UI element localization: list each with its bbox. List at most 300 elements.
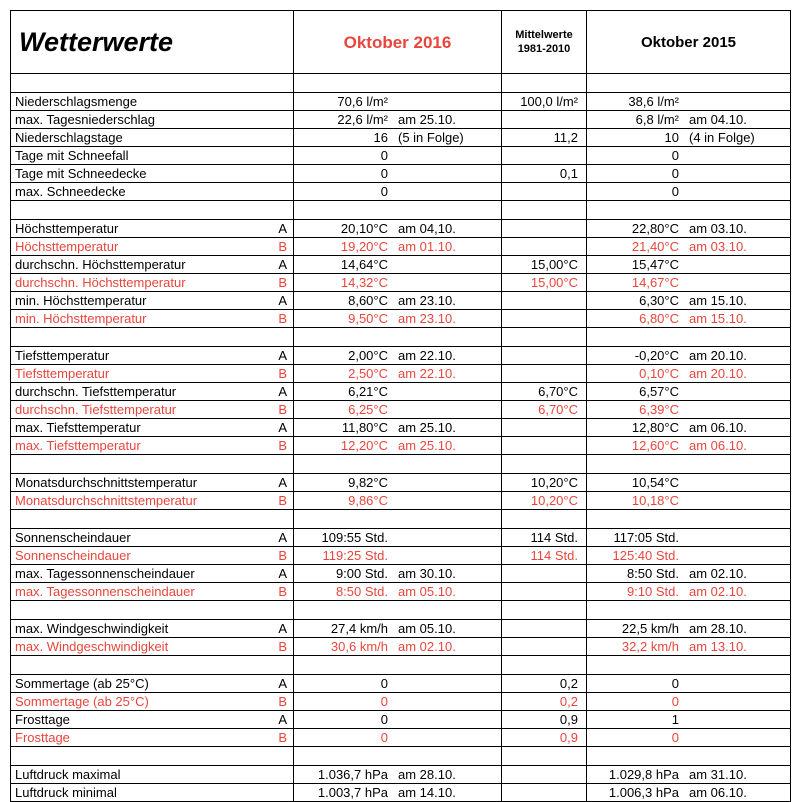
value-2016-cell (294, 165, 502, 183)
row-label: Tage mit Schneedecke (11, 165, 266, 183)
value-2016-cell (294, 292, 502, 310)
value-2016-cell (294, 383, 502, 401)
row-label: Frosttage (11, 729, 266, 747)
station-marker: B (266, 238, 294, 256)
spacer-cell (587, 74, 791, 93)
value-2016: 1.003,7 hPa (317, 785, 388, 800)
spacer-cell (587, 201, 791, 220)
value-2016-cell (294, 711, 502, 729)
spacer-row (11, 455, 791, 474)
mean-value: 114 Std. (502, 547, 587, 565)
note-2016: (5 in Folge) (398, 130, 464, 145)
value-2016: 9:00 Std. (335, 566, 388, 581)
value-2016-cell (294, 147, 502, 165)
table-row (11, 274, 791, 292)
value-2016-cell (294, 111, 502, 129)
value-2015-cell (587, 693, 791, 711)
value-2016: 8,60°C (348, 293, 388, 308)
mean-value: 11,2 (502, 129, 587, 147)
spacer-cell (294, 201, 502, 220)
spacer-cell (587, 455, 791, 474)
value-2015: 9:10 Std. (626, 584, 679, 599)
table-row (11, 238, 791, 256)
note-2015: am 04.10. (689, 112, 747, 127)
table-row (11, 183, 791, 201)
spacer-row (11, 201, 791, 220)
value-2015: 6,57°C (639, 384, 679, 399)
column-header-2015: Oktober 2015 (587, 11, 791, 74)
table-row (11, 565, 791, 583)
value-2015: 22,80°C (631, 221, 679, 236)
table-row (11, 437, 791, 455)
note-2016: am 22.10. (398, 348, 456, 363)
value-2016-cell (294, 565, 502, 583)
column-header-mean (502, 11, 587, 74)
value-2016: 2,00°C (348, 348, 388, 363)
mean-value: 10,20°C (502, 474, 587, 492)
spacer-cell (502, 328, 587, 347)
row-label: Tiefsttemperatur (11, 347, 266, 365)
mean-value: 0,9 (502, 711, 587, 729)
station-marker: A (266, 620, 294, 638)
spacer-row (11, 328, 791, 347)
weather-values-table (10, 10, 791, 802)
row-label: Tiefsttemperatur (11, 365, 266, 383)
spacer-cell (587, 510, 791, 529)
value-2016: 12,20°C (340, 438, 388, 453)
mean-value (502, 766, 587, 784)
station-marker: A (266, 474, 294, 492)
value-2016-cell (294, 220, 502, 238)
table-row (11, 675, 791, 693)
spacer-cell (11, 601, 294, 620)
value-2015-cell (587, 437, 791, 455)
note-2016: am 23.10. (398, 311, 456, 326)
table-row (11, 711, 791, 729)
value-2016-cell (294, 547, 502, 565)
value-2016-cell (294, 729, 502, 747)
station-marker: A (266, 347, 294, 365)
station-marker (266, 147, 294, 165)
value-2015-cell (587, 347, 791, 365)
value-2015: 12,60°C (631, 438, 679, 453)
value-2015: 6,39°C (639, 402, 679, 417)
note-2015: am 06.10. (689, 438, 747, 453)
value-2016-cell (294, 347, 502, 365)
value-2016: 9,50°C (348, 311, 388, 326)
value-2016-cell (294, 274, 502, 292)
value-2015: 0 (671, 694, 679, 709)
mean-value (502, 565, 587, 583)
table-row (11, 693, 791, 711)
table-row (11, 583, 791, 601)
row-label: Monatsdurchschnittstemperatur (11, 492, 266, 510)
value-2015: 1.006,3 hPa (608, 785, 679, 800)
value-2015-cell (587, 529, 791, 547)
value-2016-cell (294, 183, 502, 201)
mean-value (502, 147, 587, 165)
value-2015-cell (587, 401, 791, 419)
row-label: min. Höchsttemperatur (11, 292, 266, 310)
value-2016-cell (294, 766, 502, 784)
row-label: Sommertage (ab 25°C) (11, 675, 266, 693)
value-2015-cell (587, 183, 791, 201)
value-2016-cell (294, 129, 502, 147)
mean-value: 114 Std. (502, 529, 587, 547)
row-label: Niederschlagsmenge (11, 93, 266, 111)
spacer-cell (294, 510, 502, 529)
note-2015: am 02.10. (689, 584, 747, 599)
value-2015-cell (587, 220, 791, 238)
spacer-row (11, 601, 791, 620)
spacer-cell (11, 656, 294, 675)
value-2015-cell (587, 165, 791, 183)
row-label: durchschn. Tiefsttemperatur (11, 383, 266, 401)
row-label: Niederschlagstage (11, 129, 266, 147)
value-2015: 6,30°C (639, 293, 679, 308)
value-2015-cell (587, 565, 791, 583)
value-2015-cell (587, 729, 791, 747)
station-marker (266, 784, 294, 802)
value-2016-cell (294, 437, 502, 455)
table-row (11, 766, 791, 784)
value-2016-cell (294, 784, 502, 802)
value-2015-cell (587, 93, 791, 111)
value-2015-cell (587, 547, 791, 565)
spacer-cell (294, 455, 502, 474)
value-2015-cell (587, 111, 791, 129)
value-2015-cell (587, 784, 791, 802)
note-2016: am 14.10. (398, 785, 456, 800)
value-2015-cell (587, 147, 791, 165)
mean-value: 0,9 (502, 729, 587, 747)
station-marker (266, 183, 294, 201)
mean-value (502, 419, 587, 437)
value-2015-cell (587, 256, 791, 274)
value-2016: 27,4 km/h (330, 621, 388, 636)
value-2015: 0 (671, 184, 679, 199)
mean-value (502, 437, 587, 455)
value-2015-cell (587, 638, 791, 656)
note-2015: am 28.10. (689, 621, 747, 636)
station-marker: B (266, 310, 294, 328)
value-2015: 12,80°C (631, 420, 679, 435)
mean-value (502, 310, 587, 328)
table-title: Wetterwerte (11, 11, 294, 74)
table-row (11, 292, 791, 310)
value-2015-cell (587, 274, 791, 292)
value-2016: 0 (380, 148, 388, 163)
value-2016-cell (294, 675, 502, 693)
station-marker (266, 129, 294, 147)
value-2016-cell (294, 93, 502, 111)
note-2016: am 01.10. (398, 239, 456, 254)
mean-value (502, 220, 587, 238)
value-2016-cell (294, 474, 502, 492)
value-2016: 70,6 l/m² (337, 94, 388, 109)
value-2016: 6,21°C (348, 384, 388, 399)
value-2015-cell (587, 620, 791, 638)
mean-value (502, 620, 587, 638)
value-2016: 20,10°C (340, 221, 388, 236)
value-2015-cell (587, 675, 791, 693)
station-marker: B (266, 547, 294, 565)
value-2015-cell (587, 492, 791, 510)
mean-value: 0,2 (502, 675, 587, 693)
note-2016: am 23.10. (398, 293, 456, 308)
station-marker (266, 766, 294, 784)
row-label: max. Tagessonnenscheindauer (11, 565, 266, 583)
note-2016: am 25.10. (398, 112, 456, 127)
spacer-cell (502, 74, 587, 93)
row-label: Sommertage (ab 25°C) (11, 693, 266, 711)
station-marker: A (266, 711, 294, 729)
value-2016: 109:55 Std. (321, 530, 388, 545)
table-row (11, 111, 791, 129)
row-label: Sonnenscheindauer (11, 529, 266, 547)
table-row (11, 419, 791, 437)
value-2016: 6,25°C (348, 402, 388, 417)
value-2016-cell (294, 365, 502, 383)
note-2015: am 02.10. (689, 566, 747, 581)
row-label: max. Tagessonnenscheindauer (11, 583, 266, 601)
value-2016-cell (294, 529, 502, 547)
value-2015: 6,8 l/m² (635, 112, 679, 127)
value-2015: 1.029,8 hPa (608, 767, 679, 782)
station-marker: B (266, 693, 294, 711)
value-2016-cell (294, 638, 502, 656)
value-2015: 0 (671, 730, 679, 745)
station-marker: B (266, 638, 294, 656)
spacer-cell (11, 328, 294, 347)
station-marker: A (266, 529, 294, 547)
value-2016: 0 (380, 730, 388, 745)
table-row (11, 165, 791, 183)
table-row (11, 129, 791, 147)
station-marker (266, 111, 294, 129)
row-label: max. Tiefsttemperatur (11, 419, 266, 437)
row-label: Monatsdurchschnittstemperatur (11, 474, 266, 492)
table-row (11, 147, 791, 165)
note-2015: am 03.10. (689, 221, 747, 236)
value-2016: 14,64°C (340, 257, 388, 272)
note-2016: am 05.10. (398, 621, 456, 636)
station-marker: B (266, 729, 294, 747)
value-2015: 0,10°C (639, 366, 679, 381)
table-row (11, 492, 791, 510)
value-2016: 2,50°C (348, 366, 388, 381)
value-2016: 0 (380, 676, 388, 691)
station-marker: B (266, 437, 294, 455)
spacer-cell (587, 747, 791, 766)
table-row (11, 220, 791, 238)
value-2015: 10 (664, 130, 679, 145)
table-row (11, 638, 791, 656)
value-2016-cell (294, 583, 502, 601)
value-2015: 10,18°C (631, 493, 679, 508)
row-label: max. Tiefsttemperatur (11, 437, 266, 455)
spacer-row (11, 747, 791, 766)
spacer-cell (294, 328, 502, 347)
spacer-cell (502, 601, 587, 620)
row-label: max. Windgeschwindigkeit (11, 638, 266, 656)
station-marker: A (266, 256, 294, 274)
value-2016: 22,6 l/m² (337, 112, 388, 127)
table-row (11, 729, 791, 747)
value-2015-cell (587, 129, 791, 147)
station-marker: A (266, 675, 294, 693)
spacer-row (11, 656, 791, 675)
note-2015: am 20.10. (689, 348, 747, 363)
row-label: max. Tagesniederschlag (11, 111, 266, 129)
value-2016: 0 (380, 166, 388, 181)
row-label: Sonnenscheindauer (11, 547, 266, 565)
value-2016: 9,86°C (348, 493, 388, 508)
station-marker: B (266, 583, 294, 601)
value-2016: 8:50 Std. (335, 584, 388, 599)
spacer-cell (294, 747, 502, 766)
value-2015: 38,6 l/m² (628, 94, 679, 109)
value-2015: 1 (671, 712, 679, 727)
value-2015: 8:50 Std. (626, 566, 679, 581)
value-2015-cell (587, 766, 791, 784)
spacer-cell (502, 656, 587, 675)
station-marker: A (266, 419, 294, 437)
station-marker: B (266, 365, 294, 383)
value-2015-cell (587, 474, 791, 492)
spacer-row (11, 510, 791, 529)
table-row (11, 256, 791, 274)
row-label: min. Höchsttemperatur (11, 310, 266, 328)
table-row (11, 93, 791, 111)
note-2016: am 05.10. (398, 584, 456, 599)
value-2015: 21,40°C (631, 239, 679, 254)
value-2015-cell (587, 365, 791, 383)
spacer-cell (294, 601, 502, 620)
value-2015-cell (587, 292, 791, 310)
station-marker (266, 93, 294, 111)
mean-value (502, 111, 587, 129)
value-2016-cell (294, 238, 502, 256)
mean-header-line2: 1981-2010 (517, 43, 571, 55)
value-2015: -0,20°C (634, 348, 679, 363)
spacer-cell (294, 74, 502, 93)
spacer-cell (294, 656, 502, 675)
value-2015: 22,5 km/h (621, 621, 679, 636)
mean-value: 15,00°C (502, 274, 587, 292)
note-2015: am 06.10. (689, 785, 747, 800)
note-2016: am 30.10. (398, 566, 456, 581)
spacer-cell (502, 747, 587, 766)
row-label: Höchsttemperatur (11, 220, 266, 238)
table-row (11, 620, 791, 638)
note-2015: am 31.10. (689, 767, 747, 782)
value-2015-cell (587, 238, 791, 256)
mean-value: 15,00°C (502, 256, 587, 274)
note-2016: am 28.10. (398, 767, 456, 782)
value-2015-cell (587, 419, 791, 437)
value-2015-cell (587, 711, 791, 729)
spacer-cell (11, 201, 294, 220)
mean-value: 100,0 l/m² (502, 93, 587, 111)
value-2016-cell (294, 492, 502, 510)
spacer-cell (502, 510, 587, 529)
spacer-row (11, 74, 791, 93)
value-2016: 0 (380, 694, 388, 709)
station-marker: B (266, 274, 294, 292)
mean-value (502, 638, 587, 656)
mean-value: 6,70°C (502, 401, 587, 419)
weather-table-container (10, 10, 790, 800)
value-2016-cell (294, 693, 502, 711)
note-2015: am 20.10. (689, 366, 747, 381)
table-row (11, 547, 791, 565)
row-label: max. Windgeschwindigkeit (11, 620, 266, 638)
station-marker: A (266, 565, 294, 583)
mean-value (502, 292, 587, 310)
mean-value (502, 238, 587, 256)
row-label: durchschn. Höchsttemperatur (11, 256, 266, 274)
station-marker: A (266, 220, 294, 238)
value-2016: 0 (380, 184, 388, 199)
mean-value: 0,2 (502, 693, 587, 711)
table-row (11, 784, 791, 802)
mean-value (502, 784, 587, 802)
value-2015: 0 (671, 166, 679, 181)
mean-value (502, 583, 587, 601)
mean-value: 0,1 (502, 165, 587, 183)
table-row (11, 347, 791, 365)
value-2015: 125:40 Std. (612, 548, 679, 563)
note-2016: am 02.10. (398, 639, 456, 654)
value-2015: 14,67°C (631, 275, 679, 290)
value-2015-cell (587, 383, 791, 401)
station-marker: B (266, 401, 294, 419)
spacer-cell (11, 74, 294, 93)
value-2015: 0 (671, 676, 679, 691)
row-label: Luftdruck minimal (11, 784, 266, 802)
spacer-cell (587, 328, 791, 347)
row-label: max. Schneedecke (11, 183, 266, 201)
header-row (11, 11, 791, 74)
value-2015-cell (587, 583, 791, 601)
row-label: Tage mit Schneefall (11, 147, 266, 165)
spacer-cell (502, 455, 587, 474)
value-2016-cell (294, 419, 502, 437)
value-2015: 6,80°C (639, 311, 679, 326)
spacer-cell (587, 656, 791, 675)
station-marker: A (266, 383, 294, 401)
table-row (11, 383, 791, 401)
value-2015: 0 (671, 148, 679, 163)
value-2015: 117:05 Std. (613, 530, 679, 545)
table-row (11, 474, 791, 492)
mean-value: 10,20°C (502, 492, 587, 510)
value-2016-cell (294, 401, 502, 419)
value-2016: 0 (380, 712, 388, 727)
station-marker (266, 165, 294, 183)
value-2016: 9,82°C (348, 475, 388, 490)
note-2015: am 03.10. (689, 239, 747, 254)
value-2015-cell (587, 310, 791, 328)
value-2016-cell (294, 620, 502, 638)
table-row (11, 401, 791, 419)
mean-value: 6,70°C (502, 383, 587, 401)
spacer-cell (11, 747, 294, 766)
mean-header-line1: Mittelwerte (515, 29, 573, 41)
spacer-cell (587, 601, 791, 620)
row-label: Luftdruck maximal (11, 766, 266, 784)
